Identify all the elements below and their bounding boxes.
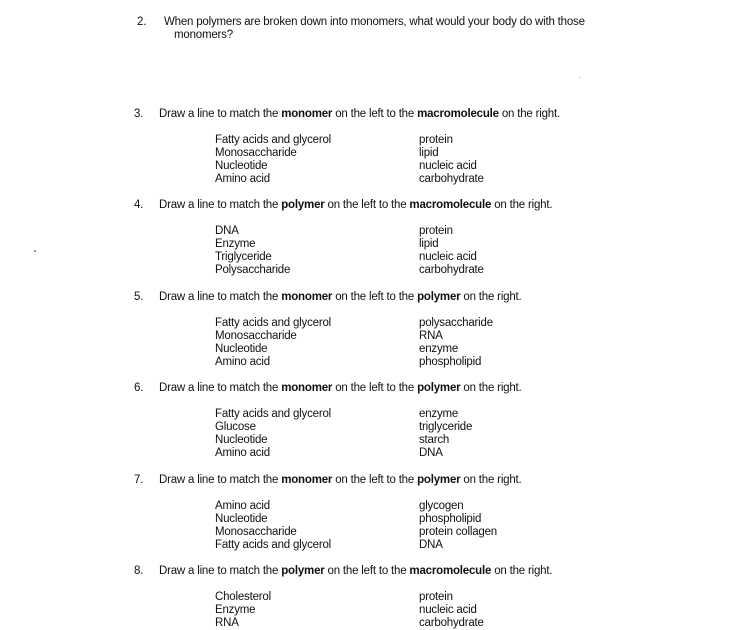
left-item: Amino acid [215,500,270,512]
right-item: lipid [419,238,439,250]
left-item: Fatty acids and glycerol [215,317,332,329]
right-item: carbohydrate [419,173,484,185]
left-column [215,317,331,369]
left-item: Nucleotide [215,160,268,172]
right-item: triglyceride [419,421,473,433]
left-column [215,591,271,630]
question-text: Draw a line to match the polymer on the left to the macromolecule on the right. [159,565,553,577]
question-number: 5. [134,291,144,303]
right-column [419,317,493,369]
bold-term: polymer [417,474,461,486]
bold-term: polymer [417,382,461,394]
left-column [215,500,331,552]
right-item: polysaccharide [419,317,493,329]
left-item: Monosaccharide [215,147,297,159]
right-item: protein collagen [419,526,497,538]
left-item: Enzyme [215,604,256,616]
left-item: Polysaccharide [215,264,291,276]
question-number: 2. [137,16,147,28]
question-text: Draw a line to match the polymer on the left to the macromolecule on the right. [159,199,553,211]
left-column [215,408,331,460]
right-item: lipid [419,147,439,159]
bold-term: monomer [281,291,333,303]
right-column [419,225,484,277]
right-item: nucleic acid [419,604,477,616]
bold-term: monomer [281,108,333,120]
right-item: DNA [419,447,443,459]
left-item: Enzyme [215,238,256,250]
scan-speck [579,77,580,78]
right-item: RNA [419,330,443,342]
question-text-line1: When polymers are broken down into monomers, what would your body do with those [164,16,585,28]
left-column [215,134,331,186]
scan-speck [34,250,36,252]
right-item: enzyme [419,408,459,420]
bold-term: macromolecule [417,108,499,120]
left-item: Amino acid [215,173,270,185]
bold-term: polymer [281,199,325,211]
right-item: DNA [419,539,443,551]
left-item: Fatty acids and glycerol [215,539,332,551]
right-item: protein [419,591,453,603]
left-item: Glucose [215,421,256,433]
left-item: Monosaccharide [215,526,297,538]
question-text: Draw a line to match the monomer on the left to the polymer on the right. [159,382,522,394]
left-item: Nucleotide [215,513,268,525]
right-item: protein [419,225,453,237]
right-item: phospholipid [419,513,482,525]
right-item: phospholipid [419,356,482,368]
question-number: 8. [134,565,144,577]
left-item: Monosaccharide [215,330,297,342]
right-column [419,591,484,630]
right-item: starch [419,434,450,446]
right-item: protein [419,134,453,146]
left-item: DNA [215,225,239,237]
question-text: Draw a line to match the monomer on the left to the macromolecule on the right. [159,108,560,120]
question-text: Draw a line to match the monomer on the left to the polymer on the right. [159,474,522,486]
right-column [419,134,484,186]
left-item: Amino acid [215,356,270,368]
right-item: enzyme [419,343,459,355]
left-item: Cholesterol [215,591,271,603]
right-column [419,408,472,460]
bold-term: polymer [417,291,461,303]
right-item: nucleic acid [419,160,477,172]
right-column [419,500,497,552]
right-item: nucleic acid [419,251,477,263]
left-item: Fatty acids and glycerol [215,134,332,146]
right-item: glycogen [419,500,464,512]
bold-term: polymer [281,565,325,577]
left-item: RNA [215,617,239,629]
left-item: Nucleotide [215,343,268,355]
right-item: carbohydrate [419,617,484,629]
left-item: Triglyceride [215,251,272,263]
question-text: Draw a line to match the monomer on the left to the polymer on the right. [159,291,522,303]
question-number: 6. [134,382,144,394]
question-number: 3. [134,108,144,120]
question-text-line2: monomers? [174,29,233,41]
left-column [215,225,290,277]
left-item: Nucleotide [215,434,268,446]
left-item: Fatty acids and glycerol [215,408,332,420]
question-text [164,16,634,42]
bold-term: macromolecule [409,199,492,211]
question-number: 7. [134,474,144,486]
bold-term: monomer [281,382,333,394]
right-item: carbohydrate [419,264,484,276]
question-number: 4. [134,199,144,211]
bold-term: monomer [281,474,333,486]
left-item: Amino acid [215,447,270,459]
bold-term: macromolecule [409,565,492,577]
